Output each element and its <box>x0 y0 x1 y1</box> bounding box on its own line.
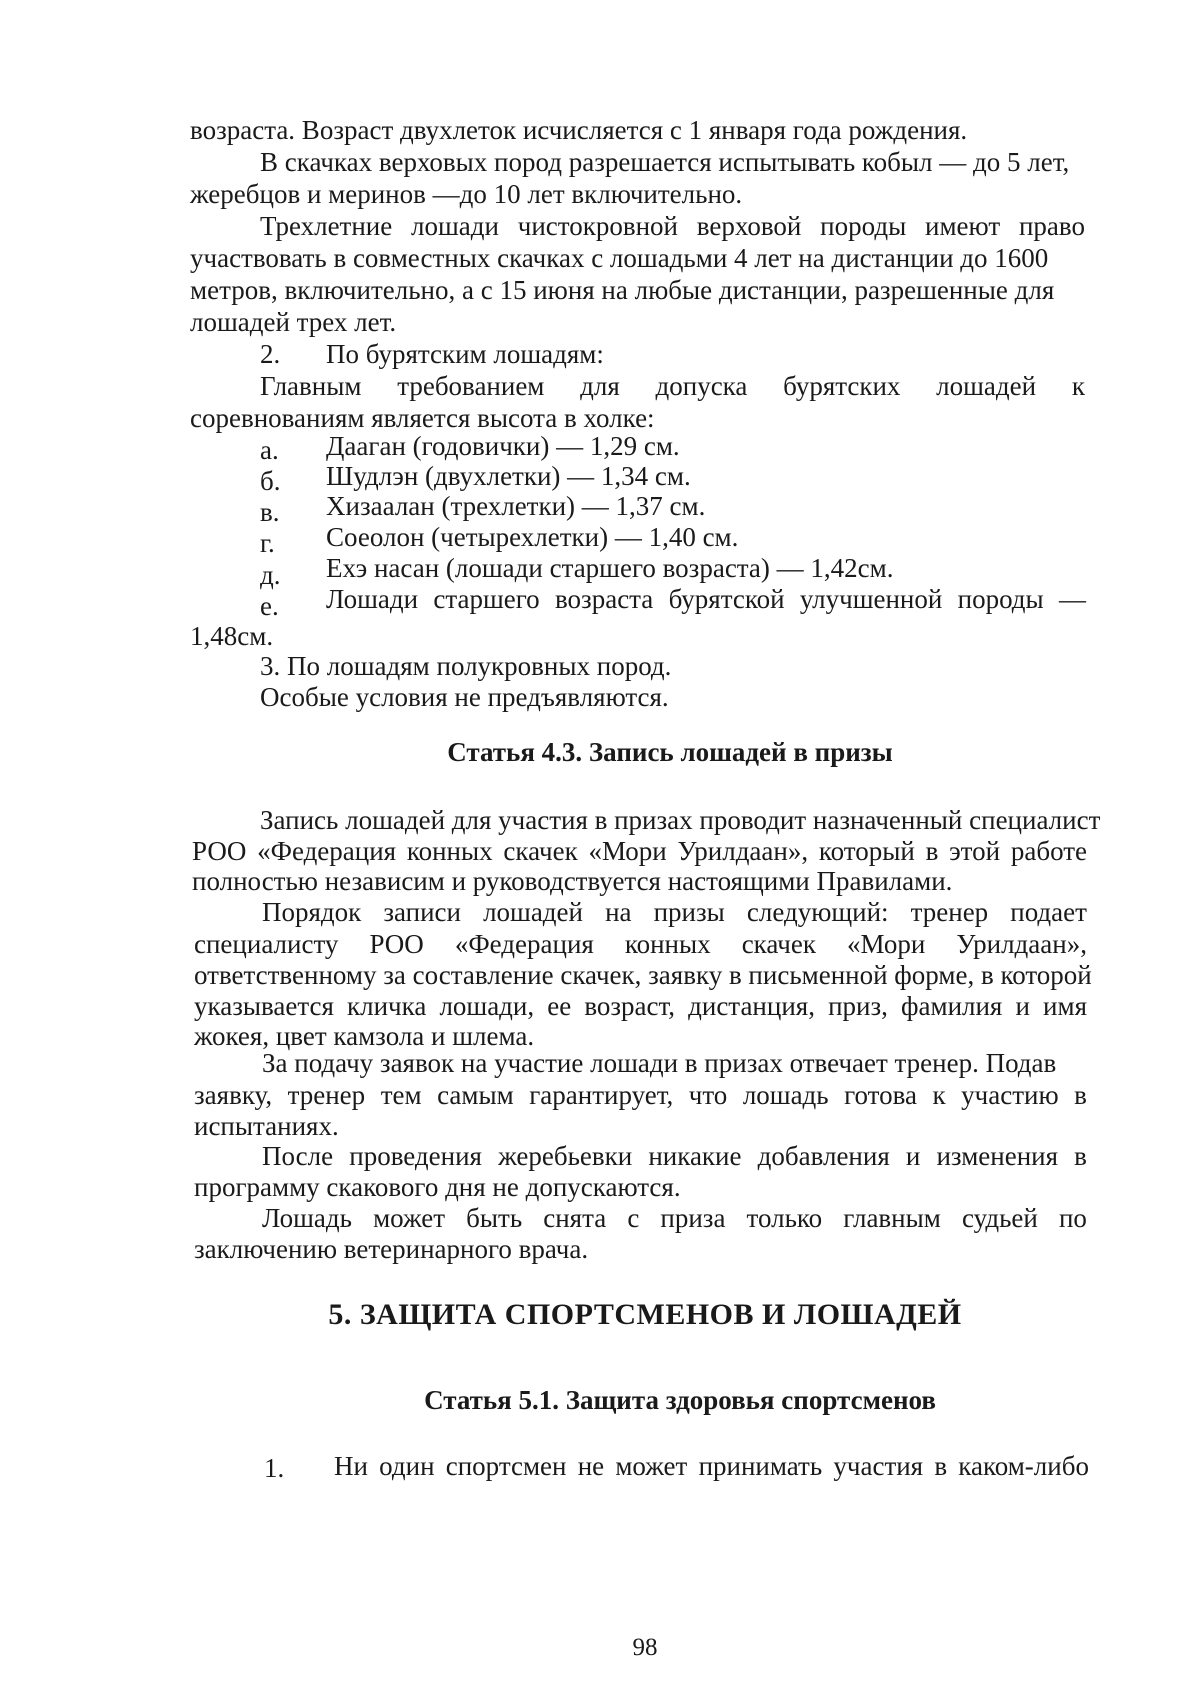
word: спортсмен <box>445 1451 567 1481</box>
word: принимать <box>698 1451 823 1481</box>
text-line: участвовать в совместных скачках с лошадьми 4 лет на дистанции до 1600 <box>190 243 1049 273</box>
word: самым <box>437 1080 514 1110</box>
word: не <box>577 1451 605 1481</box>
word: породы <box>820 211 907 241</box>
word: бурятской <box>668 584 785 614</box>
justified-line <box>260 370 1085 402</box>
word: приза <box>660 1203 726 1233</box>
word: возраст, <box>584 991 676 1021</box>
text-line: ответственному за составление скачек, заявку в письменной форме, в которой <box>194 960 1092 990</box>
page-number: 98 <box>632 1634 658 1661</box>
text-line: По бурятским лошадям: <box>326 339 604 369</box>
word: записи <box>383 897 461 927</box>
article-heading: Статья 4.3. Запись лошадей в призы <box>447 737 893 767</box>
word: в <box>1074 1080 1087 1110</box>
word: лошадь <box>742 1080 829 1110</box>
word: скачек <box>741 929 816 959</box>
text-line: 3. По лошадям полукровных пород. <box>260 651 672 681</box>
word: этой <box>949 836 1001 866</box>
word: в <box>1074 1141 1087 1171</box>
word: приз, <box>828 991 888 1021</box>
word: один <box>379 1451 435 1481</box>
word: лошади <box>411 211 499 241</box>
word: — <box>1058 584 1086 614</box>
word: никакие <box>648 1141 742 1171</box>
text-line: полностью независим и руководствуется настоящими Правилами. <box>192 866 953 896</box>
word: только <box>746 1203 823 1233</box>
word: старшего <box>433 584 540 614</box>
word: в <box>925 836 939 866</box>
list-item: Хизаалан (трехлетки) — 1,37 см. <box>326 491 706 521</box>
word: Трехлетние <box>260 211 393 241</box>
word: Порядок <box>262 897 362 927</box>
text-line: программу скакового дня не допускаются. <box>194 1172 681 1202</box>
text-line: заключению ветеринарного врача. <box>194 1234 589 1264</box>
list-item: Дааган (годовички) — 1,29 см. <box>326 431 680 461</box>
text-line: жокея, цвет камзола и шлема. <box>194 1021 535 1051</box>
word: скачек <box>503 836 578 866</box>
word: призы <box>653 897 725 927</box>
text-line: Запись лошадей для участия в призах проводит назначенный специалист <box>260 805 1101 835</box>
word: «Федерация <box>454 929 594 959</box>
text-line: лошадей трех лет. <box>190 307 397 337</box>
word: После <box>262 1141 334 1171</box>
word: жеребьевки <box>498 1141 633 1171</box>
justified-line <box>192 835 1087 867</box>
word: дистанция, <box>688 991 815 1021</box>
text-line: испытаниях. <box>194 1111 339 1141</box>
justified-line <box>262 1202 1087 1234</box>
list-marker: д. <box>260 560 281 590</box>
justified-line <box>194 990 1087 1022</box>
word: лошадей <box>936 371 1037 401</box>
word: проведения <box>349 1141 482 1171</box>
word: тем <box>380 1080 422 1110</box>
word: Лошади <box>326 584 419 614</box>
word: для <box>580 371 620 401</box>
word: кличка <box>347 991 427 1021</box>
word: имеют <box>925 211 1001 241</box>
word: главным <box>843 1203 941 1233</box>
word: Главным <box>260 371 362 401</box>
word: в <box>934 1451 948 1481</box>
word: по <box>1058 1203 1087 1233</box>
word: тренер <box>287 1080 366 1110</box>
word: улучшенной <box>799 584 943 614</box>
word: чистокровной <box>517 211 678 241</box>
text-line: В скачках верховых пород разрешается испытывать кобыл — до 5 лет, <box>260 147 1070 177</box>
text-line: жеребцов и меринов —до 10 лет включительно. <box>190 179 743 209</box>
justified-line <box>262 896 1087 928</box>
text-line: Особые условия не предъявляются. <box>260 682 669 712</box>
word: к <box>1071 371 1085 401</box>
word: допуска <box>655 371 748 401</box>
word: право <box>1018 211 1085 241</box>
text-line: метров, включительно, а с 15 июня на любые дистанции, разрешенные для <box>190 275 1055 305</box>
word: может <box>373 1203 446 1233</box>
word: гарантирует, <box>529 1080 674 1110</box>
word: Лошадь <box>262 1203 352 1233</box>
justified-line <box>260 210 1085 242</box>
word: тренер <box>910 897 989 927</box>
justified-line <box>194 1079 1087 1111</box>
word: который <box>818 836 915 866</box>
list-marker: е. <box>260 591 279 621</box>
word: «Федерация <box>257 836 397 866</box>
word: каком-либо <box>958 1451 1089 1481</box>
word: породы <box>957 584 1044 614</box>
justified-line <box>262 1140 1087 1172</box>
list-item: Шудлэн (двухлетки) — 1,34 см. <box>326 461 691 491</box>
word: бурятских <box>783 371 901 401</box>
word: специалисту <box>194 929 339 959</box>
word: с <box>627 1203 640 1233</box>
list-item: Соеолон (четырехлетки) — 1,40 см. <box>326 522 739 552</box>
word: снята <box>543 1203 607 1233</box>
word: конных <box>624 929 711 959</box>
word: участию <box>961 1080 1059 1110</box>
list-item: Ехэ насан (лошади старшего возраста) — 1,42см. <box>326 553 894 583</box>
word: Урилдаан», <box>956 929 1087 959</box>
justified-line <box>326 583 1086 615</box>
word: добавления <box>757 1141 890 1171</box>
article-heading: Статья 5.1. Защита здоровья спортсменов <box>424 1385 936 1415</box>
word: РОО <box>369 929 424 959</box>
word: судьей <box>961 1203 1038 1233</box>
section-heading: 5. ЗАЩИТА СПОРТСМЕНОВ И ЛОШАДЕЙ <box>328 1298 962 1331</box>
word: требованием <box>397 371 545 401</box>
word: следующий: <box>746 897 889 927</box>
word: заявку, <box>194 1080 273 1110</box>
word: РОО <box>192 836 247 866</box>
word: верховой <box>696 211 802 241</box>
list-marker: а. <box>260 435 279 465</box>
word: может <box>615 1451 688 1481</box>
text-line: 1,48см. <box>190 621 274 651</box>
word: «Мори <box>847 929 926 959</box>
word: и <box>905 1141 921 1171</box>
word: участия <box>833 1451 924 1481</box>
word: работе <box>1010 836 1087 866</box>
word: Ни <box>334 1451 368 1481</box>
word: указывается <box>194 991 334 1021</box>
word: быть <box>466 1203 523 1233</box>
text-line: За подачу заявок на участие лошади в призах отвечает тренер. Подав <box>262 1048 1057 1078</box>
justified-line <box>194 928 1087 960</box>
word: на <box>605 897 632 927</box>
word: Урилдаан», <box>677 836 809 866</box>
text-line: соревнованиям является высота в холке: <box>190 403 655 433</box>
word: фамилия <box>901 991 1003 1021</box>
word: имя <box>1043 991 1087 1021</box>
list-number: 2. <box>260 339 281 369</box>
word: к <box>932 1080 946 1110</box>
word: лошадей <box>483 897 583 927</box>
list-marker: г. <box>260 528 275 558</box>
word: подает <box>1010 897 1087 927</box>
justified-line <box>334 1450 1089 1482</box>
list-number: 1. <box>264 1453 285 1483</box>
word: ее <box>547 991 572 1021</box>
word: «Мори <box>588 836 667 866</box>
word: что <box>688 1080 728 1110</box>
word: и <box>1015 991 1030 1021</box>
list-marker: в. <box>260 497 280 527</box>
list-marker: б. <box>260 466 281 496</box>
word: изменения <box>936 1141 1059 1171</box>
word: готова <box>844 1080 918 1110</box>
word: лошади, <box>439 991 535 1021</box>
word: возраста <box>554 584 654 614</box>
text-line: возраста. Возраст двухлеток исчисляется с 1 января года рождения. <box>190 115 968 145</box>
word: конных <box>406 836 493 866</box>
